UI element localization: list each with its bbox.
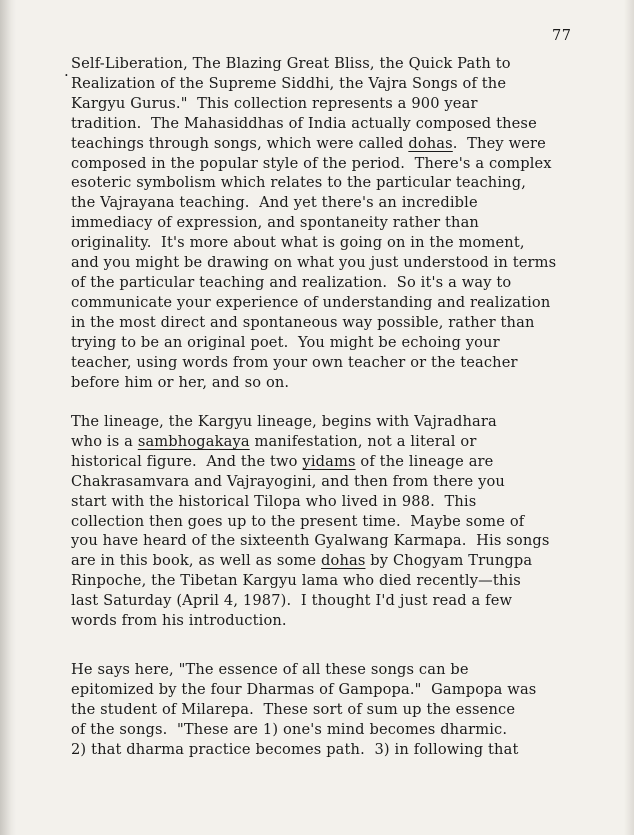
text-line: before him or her, and so on. [71, 373, 290, 391]
page-edge-shadow [624, 0, 634, 835]
text-line: and you might be drawing on what you just understood in terms [71, 254, 557, 272]
text-line: esoteric symbolism which relates to the particular teaching, [71, 174, 527, 192]
text-line: trying to be an original poet. You might be echoing your [71, 333, 500, 351]
text-line: teacher, using words from your own teacher or the teacher [71, 353, 518, 371]
text-line: historical figure. And the two yidams of the lineage are [71, 452, 494, 470]
text-line: originality. It's more about what is going on in the moment, [71, 234, 525, 252]
underlined-term: dohas [408, 134, 453, 152]
text-line: collection then goes up to the present time. Maybe some of [71, 512, 525, 530]
underlined-term: yidams [302, 452, 356, 470]
page-binding-shadow [0, 0, 16, 835]
text-line: epitomized by the four Dharmas of Gampopa." Gampopa was [71, 680, 537, 698]
text-line: start with the historical Tilopa who lived in 988. This [71, 492, 477, 510]
text-line: 2) that dharma practice becomes path. 3) in following that [71, 740, 519, 758]
text-line: immediacy of expression, and spontaneity rather than [71, 214, 479, 232]
text-line: composed in the popular style of the period. There's a complex [71, 154, 552, 172]
text-line: teachings through songs, which were called dohas. They were [71, 134, 546, 152]
text-line: are in this book, as well as some dohas by Chogyam Trungpa [71, 552, 533, 570]
text-line: words from his introduction. [71, 612, 287, 630]
text-line: tradition. The Mahasiddhas of India actually composed these [71, 114, 537, 132]
text-line: who is a sambhogakaya manifestation, not a literal or [71, 432, 477, 450]
underlined-term: sambhogakaya [137, 432, 250, 450]
text-line: of the songs. "These are 1) one's mind becomes dharmic. [71, 720, 508, 738]
text-line: communicate your experience of understanding and realization [71, 293, 551, 311]
text-line: Chakrasamvara and Vajrayogini, and then from there you [71, 472, 505, 490]
paragraph-2 [71, 412, 611, 631]
text-line: the student of Milarepa. These sort of sum up the essence [71, 700, 516, 718]
text-line: in the most direct and spontaneous way possible, rather than [71, 313, 535, 331]
text-line: The lineage, the Kargyu lineage, begins with Vajradhara [71, 413, 497, 430]
text-line: He says here, "The essence of all these songs can be [71, 661, 469, 678]
underlined-term: dohas [321, 552, 366, 570]
text-line: you have heard of the sixteenth Gyalwang Karmapa. His songs [71, 532, 550, 550]
text-line: Kargyu Gurus." This collection represents a 900 year [71, 94, 478, 112]
text-line: Rinpoche, the Tibetan Kargyu lama who died recently—this [71, 572, 521, 590]
margin-mark: . [64, 62, 69, 80]
text-line: of the particular teaching and realization. So it's a way to [71, 273, 512, 291]
text-line: Realization of the Supreme Siddhi, the Vajra Songs of the [71, 74, 507, 92]
paragraph-3 [71, 660, 611, 760]
text-line: Self-Liberation, The Blazing Great Bliss, the Quick Path to [71, 55, 511, 72]
paragraph-1 [71, 54, 611, 392]
text-line: the Vajrayana teaching. And yet there's an incredible [71, 194, 478, 212]
page-number: 77 [552, 28, 572, 44]
text-line: last Saturday (April 4, 1987). I thought I'd just read a few [71, 592, 513, 610]
